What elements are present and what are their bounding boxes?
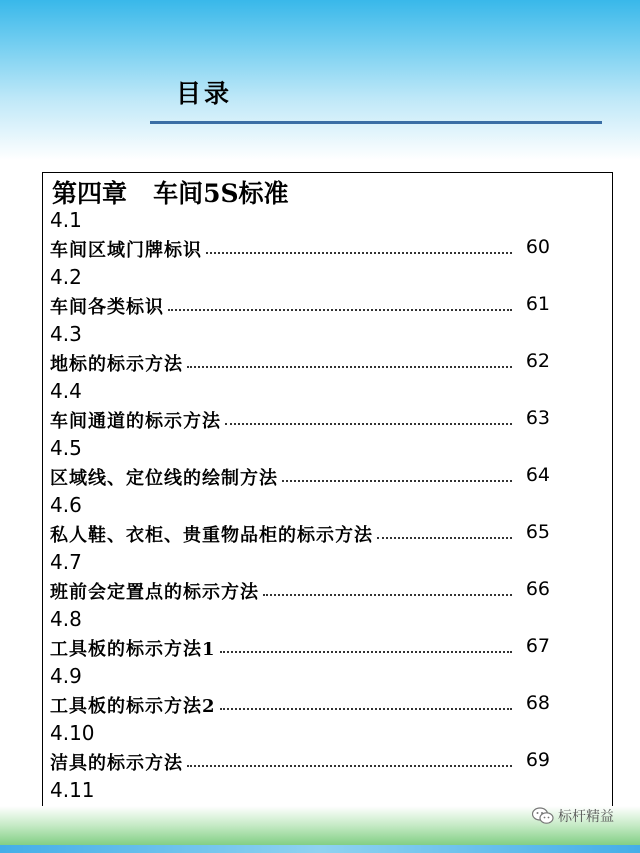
section-label: 私人鞋、衣柜、贵重物品柜的标示方法 [50,525,373,546]
section-label: 车间各类标识 [50,297,164,318]
dot-leader [282,479,512,482]
page-number: 68 [525,692,550,714]
bottom-blue-strip [0,845,640,853]
dot-leader [206,251,512,254]
toc-entry[interactable] [43,265,612,322]
toc-entry[interactable] [43,208,612,265]
section-label: 洁具的标示方法 [50,753,183,774]
toc-entry[interactable] [43,550,612,607]
page-number: 69 [525,749,550,771]
section-label: 班前会定置点的标示方法 [50,582,259,603]
dot-leader [220,707,512,710]
dot-leader [220,650,512,653]
wechat-icon [532,807,554,825]
toc-entry[interactable] [43,493,612,550]
toc-entry[interactable] [43,607,612,664]
section-label: 工具板的标示方法2 [50,696,216,717]
watermark [532,806,614,826]
toc-entry[interactable] [43,436,612,493]
dot-leader [377,536,512,539]
toc-entry[interactable] [43,721,612,778]
page-number: 62 [525,350,550,372]
page-number: 65 [525,521,550,543]
section-number: 4.2 [50,265,82,289]
section-number: 4.4 [50,379,82,403]
page-number: 66 [525,578,550,600]
page-number: 64 [525,464,550,486]
page-number: 61 [525,293,550,315]
toc-entry[interactable] [43,664,612,721]
title-underline [150,121,602,124]
toc-entry[interactable] [43,379,612,436]
toc-box [42,172,613,832]
section-label: 工具板的标示方法1 [50,639,216,660]
toc-entry[interactable] [43,322,612,379]
dot-leader [168,308,512,311]
section-number: 4.1 [50,208,82,232]
page-number: 60 [525,236,550,258]
dot-leader [263,593,512,596]
dot-leader [187,365,512,368]
page-number: 67 [525,635,550,657]
section-number: 4.6 [50,493,82,517]
chapter-heading: 第四章 车间5S标准 [52,179,289,208]
section-number: 4.9 [50,664,82,688]
section-number: 4.7 [50,550,82,574]
section-number: 4.10 [50,721,95,745]
watermark-text: 标杆精益 [558,809,614,825]
dot-leader [225,422,512,425]
section-number: 4.8 [50,607,82,631]
section-label: 地标的标示方法 [50,354,183,375]
top-gradient-band [0,0,640,160]
page-title: 目录 [176,79,233,108]
page-number: 63 [525,407,550,429]
section-number: 4.11 [50,778,95,802]
section-label: 区域线、定位线的绘制方法 [50,468,278,489]
section-label: 车间通道的标示方法 [50,411,221,432]
dot-leader [187,764,512,767]
section-number: 4.5 [50,436,82,460]
section-number: 4.3 [50,322,82,346]
section-label: 车间区域门牌标识 [50,240,202,261]
